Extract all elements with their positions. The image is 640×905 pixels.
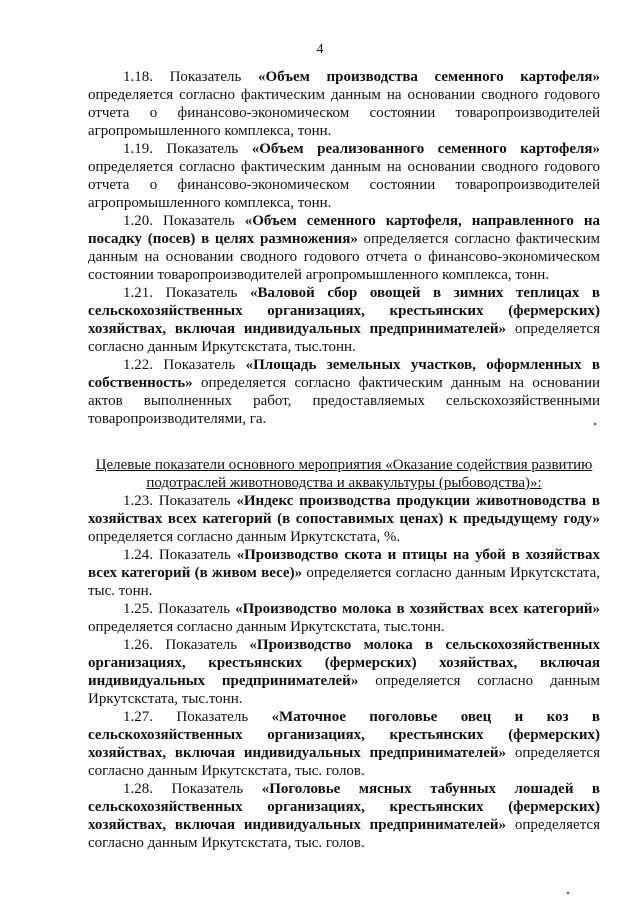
indicator-name: «Объем семенного картофеля, направленного на посадку (посев) в целях размножения» xyxy=(88,213,601,247)
paragraph-number: 1.26. xyxy=(123,637,153,653)
paragraph-1-26 xyxy=(88,636,600,708)
paragraph-lead: Показатель xyxy=(158,547,231,563)
paragraph-text: определяется согласно фактическим данным на основании сводного годового отчета о финансово-экономическом состоянии товаропроизводителей агропромышленного комплекса, тонн. xyxy=(88,87,600,139)
paragraph-1-27 xyxy=(88,708,600,780)
paragraph-text: определяется согласно фактическим данным на основании актов выполненных работ, предоставляемых сельскохозяйственными товаропроизводителями, га. xyxy=(88,375,600,427)
paragraph-number: 1.19. xyxy=(123,141,153,157)
paragraph-number: 1.22. xyxy=(123,357,153,373)
paragraph-1-20 xyxy=(88,212,600,284)
paragraph-lead: Показатель xyxy=(158,601,230,617)
paragraph-text: определяется согласно фактическим данным на основании сводного годового отчета о финансово-экономическом состоянии товаропроизводителей агропромышленного комплекса, тонн. xyxy=(88,159,600,211)
indicator-name: «Валовой сбор овощей в зимних теплицах в сельскохозяйственных организациях, крестьянских (фермерских) хозяйствах, включая индивидуальных предпринимателей» xyxy=(88,285,601,337)
paragraph-number: 1.20. xyxy=(123,213,153,229)
paragraph-text: определяется согласно данным Иркутскстата, %. xyxy=(88,529,401,545)
paragraph-lead: Показатель xyxy=(158,493,231,509)
paragraph-1-28 xyxy=(88,780,600,852)
paragraph-text: определяется согласно данным Иркутскстата, тыс. тонн. xyxy=(88,565,601,599)
indicator-name: «Производство молока в сельскохозяйственных организациях, крестьянских (фермерских) хозяйствах, включая индивидуальных предпринимателей» xyxy=(88,637,601,689)
indicator-name: «Маточное поголовье овец и коз в сельскохозяйственных организациях, крестьянских (фермерских) хозяйствах, включая индивидуальных предпринимателей» xyxy=(88,709,601,761)
scan-speck xyxy=(567,892,569,894)
indicator-name: «Объем производства семенного картофеля» xyxy=(257,69,600,85)
paragraph-lead: Показатель xyxy=(165,285,238,301)
paragraph-number: 1.21. xyxy=(123,285,153,301)
paragraph-text: определяется согласно данным Иркутскстата, тыс. голов. xyxy=(88,745,600,779)
indicator-name: «Площадь земельных участков, оформленных в собственность» xyxy=(88,357,601,391)
paragraph-lead: Показатель xyxy=(165,637,238,653)
paragraph-number: 1.27. xyxy=(123,709,153,725)
paragraph-text: определяется согласно данным Иркутскстата, тыс. голов. xyxy=(88,817,600,851)
page-number: 4 xyxy=(316,42,324,57)
document-body xyxy=(88,68,600,852)
paragraph-text: определяется согласно данным Иркутскстата, тыс.тонн. xyxy=(88,321,600,355)
scan-speck xyxy=(594,423,596,425)
paragraph-1-25 xyxy=(88,600,600,636)
paragraph-1-21 xyxy=(88,284,600,356)
indicator-name: «Производство скота и птицы на убой в хозяйствах всех категорий (в живом весе)» xyxy=(88,547,601,581)
paragraph-lead: Показатель xyxy=(163,357,236,373)
paragraph-number: 1.24. xyxy=(123,547,153,563)
paragraph-lead: Показатель xyxy=(166,141,239,157)
paragraph-text: определяется согласно данным Иркутскстата, тыс.тонн. xyxy=(88,673,600,707)
paragraph-number: 1.28. xyxy=(123,781,153,797)
paragraph-lead: Показатель xyxy=(171,781,244,797)
paragraph-1-23 xyxy=(88,492,600,546)
paragraph-number: 1.23. xyxy=(123,493,153,509)
paragraph-lead: Показатель xyxy=(176,709,249,725)
indicator-name: «Производство молока в хозяйствах всех категорий» xyxy=(235,601,601,617)
section-heading: Целевые показатели основного мероприятия «Оказание содействия развитию подотраслей животноводства и аквакультуры (рыбоводства)»: xyxy=(95,457,593,491)
paragraph-lead: Показатель xyxy=(169,69,242,85)
indicator-name: «Поголовье мясных табунных лошадей в сельскохозяйственных организациях, крестьянских (фермерских) хозяйствах, включая индивидуальных предпринимателей» xyxy=(88,781,601,833)
paragraph-text: определяется согласно фактическим данным на основании сводного годового отчета о финансово-экономическом состоянии товаропроизводителей агропромышленного комплекса, тонн. xyxy=(88,231,601,283)
paragraph-text: определяется согласно данным Иркутскстата, тыс.тонн. xyxy=(88,619,445,635)
paragraph-number: 1.25. xyxy=(123,601,153,617)
indicator-name: «Индекс производства продукции животноводства в хозяйствах всех категорий (в сопоставимых ценах) к предыдущему году» xyxy=(88,493,601,527)
paragraph-1-19 xyxy=(88,140,600,212)
indicator-name: «Объем реализованного семенного картофеля» xyxy=(251,141,601,157)
paragraph-lead: Показатель xyxy=(162,213,235,229)
paragraph-1-24 xyxy=(88,546,600,600)
paragraph-number: 1.18. xyxy=(123,69,153,85)
paragraph-1-18 xyxy=(88,68,600,140)
paragraph-1-22 xyxy=(88,356,600,428)
